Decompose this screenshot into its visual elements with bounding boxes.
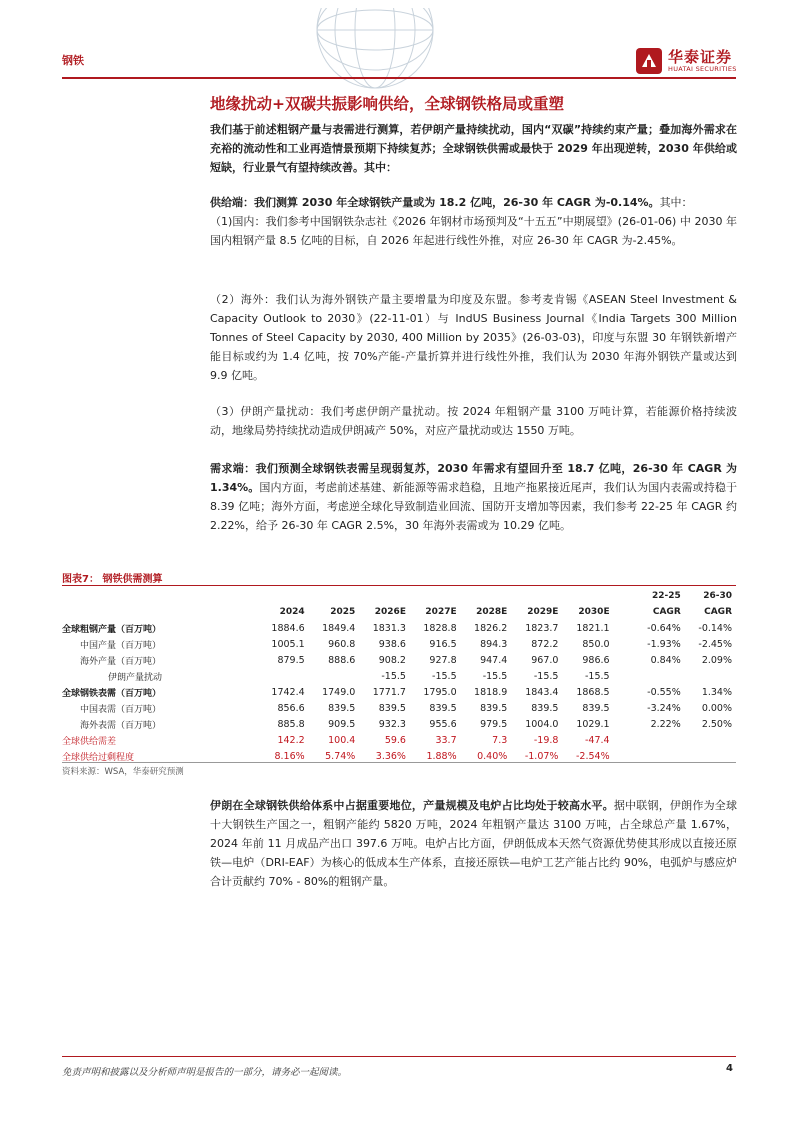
cell: 1843.4 — [525, 686, 559, 698]
figure-divider — [62, 585, 736, 586]
cell: 932.3 — [378, 718, 406, 730]
cell: 1005.1 — [271, 638, 305, 650]
cell: 1818.9 — [474, 686, 508, 698]
cell: -0.64% — [647, 622, 681, 634]
cell: 938.6 — [378, 638, 406, 650]
cell: 2.50% — [701, 718, 732, 730]
cell: 888.6 — [328, 654, 356, 666]
cagr-period-2: 26-30 — [703, 591, 732, 601]
cell: 947.4 — [480, 654, 508, 666]
cell: -15.5 — [585, 670, 610, 682]
cell — [685, 668, 736, 684]
cell: -15.5 — [381, 670, 406, 682]
cell: 1849.4 — [322, 622, 356, 634]
cell — [258, 668, 309, 684]
col-header: 2028E — [476, 607, 508, 617]
cell: 0.00% — [701, 702, 732, 714]
cell: -0.55% — [647, 686, 681, 698]
table-row — [62, 636, 736, 652]
cell: 1826.2 — [474, 622, 508, 634]
cell: 8.16% — [274, 750, 305, 762]
col-header: 2026E — [374, 607, 406, 617]
cell: 33.7 — [435, 734, 457, 746]
iran-paragraph — [210, 796, 737, 891]
cell — [685, 732, 736, 748]
section-tag: 钢铁 — [62, 54, 84, 67]
cell: 0.40% — [477, 750, 508, 762]
row-label: 全球供给过剩程度 — [62, 752, 135, 763]
footer-disclaimer: 免责声明和披露以及分析师声明是报告的一部分，请务必一起阅读。 — [62, 1067, 348, 1078]
row-label: 海外产量（百万吨） — [80, 656, 162, 667]
row-label: 中国产量（百万吨） — [80, 640, 162, 651]
col-header: 2029E — [527, 607, 559, 617]
cell: 1004.0 — [525, 718, 559, 730]
cell: 955.6 — [429, 718, 457, 730]
logo-name-cn: 华泰证券 — [668, 48, 733, 66]
cell: -15.5 — [432, 670, 457, 682]
supply-domestic: （1)国内：我们参考中国钢铁杂志社《2026 年钢材市场预判及“十五五”中期展望》(26-01-06) 中 2030 年国内粗钢产量 8.5 亿吨的目标，自 2026 年起进行线性外推，对应 26-30 年 CAGR 为-2.45%。 — [210, 215, 737, 247]
cell: 839.5 — [429, 702, 457, 714]
cell: -2.45% — [698, 638, 732, 650]
cell: 839.5 — [480, 702, 508, 714]
iran-lead: 伊朗在全球钢铁供给体系中占据重要地位，产量规模及电炉占比均处于较高水平。 — [210, 799, 614, 812]
cell: 856.6 — [277, 702, 305, 714]
cell: 872.2 — [531, 638, 559, 650]
cell: -3.24% — [647, 702, 681, 714]
table-row — [62, 732, 736, 748]
cell: 1.88% — [426, 750, 457, 762]
supply-demand-table — [62, 588, 736, 764]
header-divider — [62, 77, 736, 79]
table-row — [62, 700, 736, 716]
cell: 1771.7 — [372, 686, 406, 698]
row-label: 全球粗钢产量（百万吨） — [62, 624, 162, 635]
cell: -19.8 — [533, 734, 559, 746]
table-bottom-rule — [62, 762, 736, 763]
supply-lead-tail: 其中： — [659, 196, 693, 209]
cell: 1742.4 — [271, 686, 305, 698]
table-row — [62, 668, 736, 684]
supply-iran: （3）伊朗产量扰动：我们考虑伊朗产量扰动。按 2024 年粗钢产量 3100 万吨计算，若能源价格持续波动，地缘局势持续扰动造成伊朗减产 50%，对应产量扰动或达 1550 万吨。 — [210, 405, 737, 437]
cell: 2.22% — [650, 718, 681, 730]
iran-body: 据中联钢，伊朗作为全球十大钢铁生产国之一，粗钢产能约 5820 万吨，2024 年粗钢产量达 3100 万吨，占全球总产量 1.67%，2024 年前 11 月成品产出口 397.6 万吨。电炉占比方面，伊朗低成本天然气资源优势使其形成以直接还原铁—电炉（DRI-EAF）为核心的低成本生产体系，直接还原铁—电炉工艺产能占比约 90%，电弧炉与感应炉合计贡献约 70% - 80%的粗钢产量。 — [210, 799, 738, 888]
cell: -15.5 — [482, 670, 508, 682]
cell: 839.5 — [531, 702, 559, 714]
cell: 967.0 — [531, 654, 559, 666]
table-row — [62, 684, 736, 700]
demand-paragraph — [210, 459, 737, 535]
cell: 908.2 — [378, 654, 406, 666]
cell — [309, 668, 360, 684]
cell: -1.93% — [647, 638, 681, 650]
col-header: 2024 — [279, 607, 305, 617]
cagr-header-1: CAGR — [652, 607, 681, 617]
cell: 1749.0 — [322, 686, 356, 698]
cell: 1.34% — [701, 686, 732, 698]
cell: 1823.7 — [525, 622, 559, 634]
demand-body: 国内方面，考虑前述基建、新能源等需求趋稳，且地产拖累接近尾声，我们认为国内表需或持稳于 8.39 亿吨；海外方面，考虑逆全球化导致制造业回流、国防开支增加等因素，我们参考 22-25 年 CAGR 约 2.22%，给予 26-30 年 CAGR 2.5%，30 年海外表需或为 10.29 亿吨。 — [210, 481, 737, 532]
cell: 3.36% — [375, 750, 406, 762]
supply-overseas: （2）海外：我们认为海外钢铁产量主要增量为印度及东盟。参考麦肯锡《ASEAN Steel Investment & Capacity Outlook to 2030》(22-11-01）与 IndUS Business Journal《India Targets 300 Million Tonnes of Steel Capacity by 2030, 400 Million by 2035》(26-03-03)，印度与东盟 30 年钢铁新增产能目标或约为 1.4 亿吨，按 70%产能-产量折算并进行线性外推，我们认为 2030 年海外钢铁产量或达到 9.9 亿吨。 — [210, 293, 737, 382]
cell: 979.5 — [480, 718, 508, 730]
row-label: 海外表需（百万吨） — [80, 720, 162, 731]
intro-text: 我们基于前述粗钢产量与表需进行测算，若伊朗产量持续扰动，国内“双碳”持续约束产量；叠加海外需求在充裕的流动性和工业再造情景预期下持续复苏；全球钢铁供需或最快于 2029 年出现逆转，2030 年供给或短缺，行业景气有望持续改善。其中： — [210, 123, 737, 174]
col-header: 2025 — [330, 607, 356, 617]
table-row — [62, 652, 736, 668]
cell: 927.8 — [429, 654, 457, 666]
cell — [634, 732, 685, 748]
cell: -1.07% — [524, 750, 559, 762]
cagr-period-1: 22-25 — [651, 591, 681, 601]
cell: 916.5 — [429, 638, 457, 650]
cell: 960.8 — [328, 638, 356, 650]
cell: -47.4 — [585, 734, 610, 746]
cell: 1831.3 — [372, 622, 406, 634]
cell: 0.84% — [650, 654, 681, 666]
section-title: 地缘扰动+双碳共振影响供给，全球钢铁格局或重塑 — [210, 95, 564, 113]
year-header-row — [62, 604, 736, 620]
cell: 894.3 — [480, 638, 508, 650]
cell: 839.5 — [582, 702, 610, 714]
cell: 100.4 — [328, 734, 356, 746]
cell: 142.2 — [277, 734, 305, 746]
cagr-header-row-1 — [62, 588, 736, 604]
supply-paragraph — [210, 193, 737, 250]
row-label: 全球供给需差 — [62, 736, 117, 747]
logo-name-en: HUATAI SECURITIES — [668, 65, 737, 73]
cell: -15.5 — [533, 670, 559, 682]
supply-overseas-paragraph — [210, 290, 737, 385]
cell: 1029.1 — [576, 718, 610, 730]
huatai-logo-icon — [636, 48, 662, 74]
cell: 839.5 — [328, 702, 356, 714]
cell — [634, 668, 685, 684]
table-row — [62, 620, 736, 636]
cell: -0.14% — [698, 622, 732, 634]
figure-source: 资料来源：WSA，华泰研究预测 — [62, 767, 184, 777]
cell: 7.3 — [492, 734, 508, 746]
cell: 1868.5 — [576, 686, 610, 698]
cell: 1821.1 — [576, 622, 610, 634]
supply-iran-paragraph — [210, 402, 737, 440]
cell: 2.09% — [701, 654, 732, 666]
row-label: 伊朗产量扰动 — [108, 672, 163, 683]
cell: 885.8 — [277, 718, 305, 730]
cell: 986.6 — [582, 654, 610, 666]
cell: 5.74% — [325, 750, 356, 762]
footer-divider — [62, 1056, 736, 1057]
table-row — [62, 716, 736, 732]
cell: 839.5 — [378, 702, 406, 714]
col-header: 2030E — [578, 607, 610, 617]
cell: 1795.0 — [423, 686, 457, 698]
supply-lead: 供给端：我们测算 2030 年全球钢铁产量或为 18.2 亿吨，26-30 年 CAGR 为-0.14%。 — [210, 196, 660, 209]
cagr-header-2: CAGR — [704, 607, 732, 617]
cell: -2.54% — [575, 750, 610, 762]
cell: 909.5 — [328, 718, 356, 730]
cell: 879.5 — [277, 654, 305, 666]
row-label: 全球钢铁表需（百万吨） — [62, 688, 162, 699]
col-header: 2027E — [425, 607, 457, 617]
figure-label: 图表7： 钢铁供需测算 — [62, 574, 163, 585]
cell: 1884.6 — [271, 622, 305, 634]
cell: 1828.8 — [423, 622, 457, 634]
cell: 850.0 — [582, 638, 610, 650]
row-label: 中国表需（百万吨） — [80, 704, 162, 715]
cell: 59.6 — [384, 734, 406, 746]
page-number: 4 — [726, 1063, 733, 1074]
demand-lead: 需求端：我们预测全球钢铁表需呈现弱复苏，2030 年需求有望回升至 18.7 亿吨，26-30 年 CAGR 为 1.34%。 — [210, 462, 737, 494]
intro-paragraph — [210, 120, 737, 177]
